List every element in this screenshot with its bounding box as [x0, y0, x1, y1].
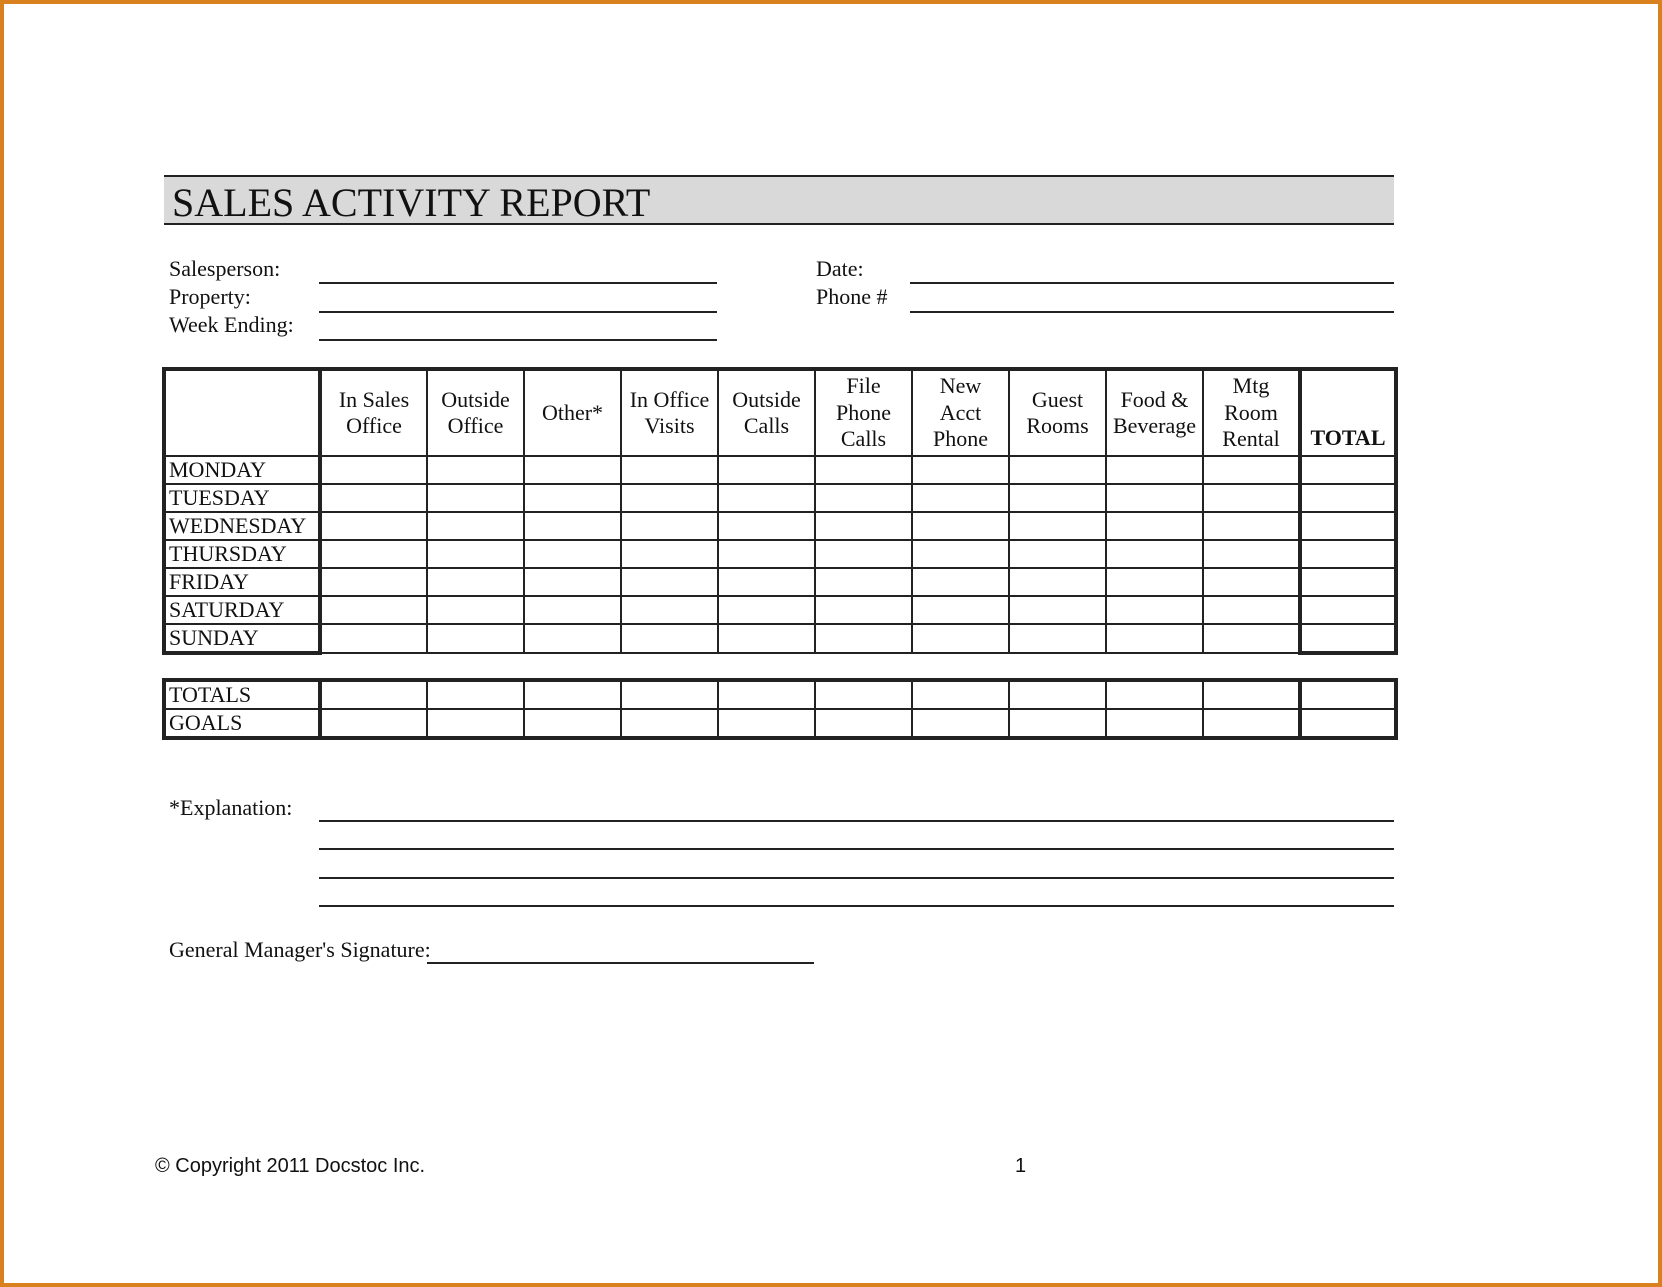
- entry-cell[interactable]: [524, 456, 621, 484]
- entry-cell[interactable]: [1106, 624, 1203, 653]
- entry-cell[interactable]: [621, 568, 718, 596]
- entry-cell[interactable]: [1203, 596, 1300, 624]
- entry-cell[interactable]: [815, 456, 912, 484]
- entry-cell[interactable]: [427, 512, 524, 540]
- row-label: SUNDAY: [164, 624, 320, 653]
- entry-cell[interactable]: [524, 624, 621, 653]
- entry-cell[interactable]: [320, 680, 427, 709]
- row-label: THURSDAY: [164, 540, 320, 568]
- entry-cell[interactable]: [815, 568, 912, 596]
- entry-cell[interactable]: [320, 568, 427, 596]
- entry-cell[interactable]: [815, 624, 912, 653]
- column-header: Other*: [524, 369, 621, 456]
- entry-cell[interactable]: [621, 540, 718, 568]
- entry-cell[interactable]: [718, 540, 815, 568]
- entry-cell[interactable]: [1106, 709, 1203, 738]
- entry-cell[interactable]: [1203, 512, 1300, 540]
- column-header: Food & Beverage: [1106, 369, 1203, 456]
- entry-cell[interactable]: [718, 484, 815, 512]
- entry-cell[interactable]: [912, 540, 1009, 568]
- column-header: Outside Office: [427, 369, 524, 456]
- week-ending-label: Week Ending:: [169, 312, 294, 337]
- page-number: 1: [1015, 1155, 1027, 1177]
- entry-cell[interactable]: [320, 596, 427, 624]
- row-label: WEDNESDAY: [164, 512, 320, 540]
- row-label: TOTALS: [164, 680, 320, 709]
- week-ending-line[interactable]: [319, 339, 717, 341]
- entry-cell[interactable]: [1009, 680, 1106, 709]
- entry-cell[interactable]: [427, 456, 524, 484]
- phone-line[interactable]: [910, 311, 1394, 313]
- entry-cell[interactable]: [815, 709, 912, 738]
- title-bar: [164, 175, 1394, 225]
- phone-label: Phone #: [816, 284, 888, 309]
- entry-cell[interactable]: [1009, 484, 1106, 512]
- entry-cell[interactable]: [524, 680, 621, 709]
- signature-label: General Manager's Signature:: [169, 937, 431, 962]
- entry-cell[interactable]: [1300, 512, 1396, 540]
- entry-cell[interactable]: [718, 709, 815, 738]
- entry-cell[interactable]: [320, 484, 427, 512]
- entry-cell[interactable]: [320, 512, 427, 540]
- entry-cell[interactable]: [815, 596, 912, 624]
- explanation-label: *Explanation:: [169, 795, 293, 820]
- entry-cell[interactable]: [524, 512, 621, 540]
- table-row: [164, 540, 1396, 568]
- entry-cell[interactable]: [1203, 680, 1300, 709]
- entry-cell[interactable]: [1009, 456, 1106, 484]
- entry-cell[interactable]: [1106, 484, 1203, 512]
- entry-cell[interactable]: [1203, 456, 1300, 484]
- column-header: Mtg Room Rental: [1203, 369, 1300, 456]
- entry-cell[interactable]: [1106, 596, 1203, 624]
- entry-cell[interactable]: [718, 680, 815, 709]
- table-row: [164, 568, 1396, 596]
- row-label: MONDAY: [164, 456, 320, 484]
- entry-cell[interactable]: [718, 456, 815, 484]
- summary-table: [162, 678, 1398, 740]
- entry-cell[interactable]: [1300, 568, 1396, 596]
- entry-cell[interactable]: [1300, 540, 1396, 568]
- explanation-line-3[interactable]: [319, 877, 1394, 879]
- table-header-row: [164, 369, 1396, 456]
- entry-cell[interactable]: [1300, 624, 1396, 653]
- entry-cell[interactable]: [912, 709, 1009, 738]
- entry-cell[interactable]: [621, 709, 718, 738]
- entry-cell[interactable]: [524, 540, 621, 568]
- entry-cell[interactable]: [912, 456, 1009, 484]
- entry-cell[interactable]: [524, 484, 621, 512]
- row-label: GOALS: [164, 709, 320, 738]
- entry-cell[interactable]: [320, 540, 427, 568]
- date-line[interactable]: [910, 282, 1394, 284]
- table-row: [164, 624, 1396, 653]
- entry-cell[interactable]: [427, 709, 524, 738]
- entry-cell[interactable]: [718, 512, 815, 540]
- entry-cell[interactable]: [427, 624, 524, 653]
- entry-cell[interactable]: [1009, 596, 1106, 624]
- salesperson-label: Salesperson:: [169, 256, 281, 281]
- report-title: SALES ACTIVITY REPORT: [172, 180, 651, 225]
- column-header: TOTAL: [1300, 369, 1396, 456]
- entry-cell[interactable]: [427, 540, 524, 568]
- entry-cell[interactable]: [1106, 540, 1203, 568]
- entry-cell[interactable]: [1300, 596, 1396, 624]
- entry-cell[interactable]: [1203, 568, 1300, 596]
- entry-cell[interactable]: [621, 596, 718, 624]
- explanation-line-2[interactable]: [319, 848, 1394, 850]
- entry-cell[interactable]: [1009, 512, 1106, 540]
- entry-cell[interactable]: [1203, 624, 1300, 653]
- entry-cell[interactable]: [1009, 540, 1106, 568]
- copyright-text: © Copyright 2011 Docstoc Inc.: [155, 1155, 426, 1177]
- entry-cell[interactable]: [1300, 484, 1396, 512]
- entry-cell[interactable]: [427, 596, 524, 624]
- column-header: File Phone Calls: [815, 369, 912, 456]
- property-line[interactable]: [319, 311, 717, 313]
- entry-cell[interactable]: [1300, 680, 1396, 709]
- column-header: In Sales Office: [320, 369, 427, 456]
- entry-cell[interactable]: [912, 680, 1009, 709]
- column-header: Outside Calls: [718, 369, 815, 456]
- entry-cell[interactable]: [1106, 456, 1203, 484]
- table-row: [164, 512, 1396, 540]
- entry-cell[interactable]: [1300, 709, 1396, 738]
- row-label: FRIDAY: [164, 568, 320, 596]
- signature-line[interactable]: [427, 962, 814, 964]
- column-header: New Acct Phone: [912, 369, 1009, 456]
- entry-cell[interactable]: [524, 568, 621, 596]
- entry-cell[interactable]: [718, 568, 815, 596]
- entry-cell[interactable]: [427, 680, 524, 709]
- row-label: SATURDAY: [164, 596, 320, 624]
- entry-cell[interactable]: [1203, 484, 1300, 512]
- entry-cell[interactable]: [1106, 680, 1203, 709]
- table-row: [164, 680, 1396, 709]
- entry-cell[interactable]: [912, 484, 1009, 512]
- entry-cell[interactable]: [815, 680, 912, 709]
- row-label: TUESDAY: [164, 484, 320, 512]
- explanation-line-4[interactable]: [319, 905, 1394, 907]
- salesperson-line[interactable]: [319, 282, 717, 284]
- table-row: [164, 596, 1396, 624]
- activity-table: [162, 367, 1398, 655]
- entry-cell[interactable]: [621, 484, 718, 512]
- entry-cell[interactable]: [912, 512, 1009, 540]
- entry-cell[interactable]: [1203, 540, 1300, 568]
- entry-cell[interactable]: [621, 456, 718, 484]
- entry-cell[interactable]: [621, 624, 718, 653]
- entry-cell[interactable]: [912, 568, 1009, 596]
- entry-cell[interactable]: [320, 624, 427, 653]
- entry-cell[interactable]: [524, 596, 621, 624]
- entry-cell[interactable]: [912, 596, 1009, 624]
- column-header: In Office Visits: [621, 369, 718, 456]
- entry-cell[interactable]: [815, 512, 912, 540]
- property-label: Property:: [169, 284, 251, 309]
- entry-cell[interactable]: [1009, 568, 1106, 596]
- entry-cell[interactable]: [1106, 568, 1203, 596]
- entry-cell[interactable]: [621, 680, 718, 709]
- entry-cell[interactable]: [912, 624, 1009, 653]
- column-header: Guest Rooms: [1009, 369, 1106, 456]
- date-label: Date:: [816, 256, 864, 281]
- table-row: [164, 484, 1396, 512]
- entry-cell[interactable]: [524, 709, 621, 738]
- entry-cell[interactable]: [427, 484, 524, 512]
- entry-cell[interactable]: [718, 624, 815, 653]
- entry-cell[interactable]: [320, 709, 427, 738]
- table-row: [164, 709, 1396, 738]
- entry-cell[interactable]: [815, 484, 912, 512]
- entry-cell[interactable]: [1009, 709, 1106, 738]
- entry-cell[interactable]: [1106, 512, 1203, 540]
- header-corner-cell: [164, 369, 320, 456]
- entry-cell[interactable]: [1300, 456, 1396, 484]
- entry-cell[interactable]: [815, 540, 912, 568]
- entry-cell[interactable]: [621, 512, 718, 540]
- explanation-line-1[interactable]: [319, 820, 1394, 822]
- entry-cell[interactable]: [427, 568, 524, 596]
- entry-cell[interactable]: [1203, 709, 1300, 738]
- entry-cell[interactable]: [1009, 624, 1106, 653]
- entry-cell[interactable]: [718, 596, 815, 624]
- table-row: [164, 456, 1396, 484]
- entry-cell[interactable]: [320, 456, 427, 484]
